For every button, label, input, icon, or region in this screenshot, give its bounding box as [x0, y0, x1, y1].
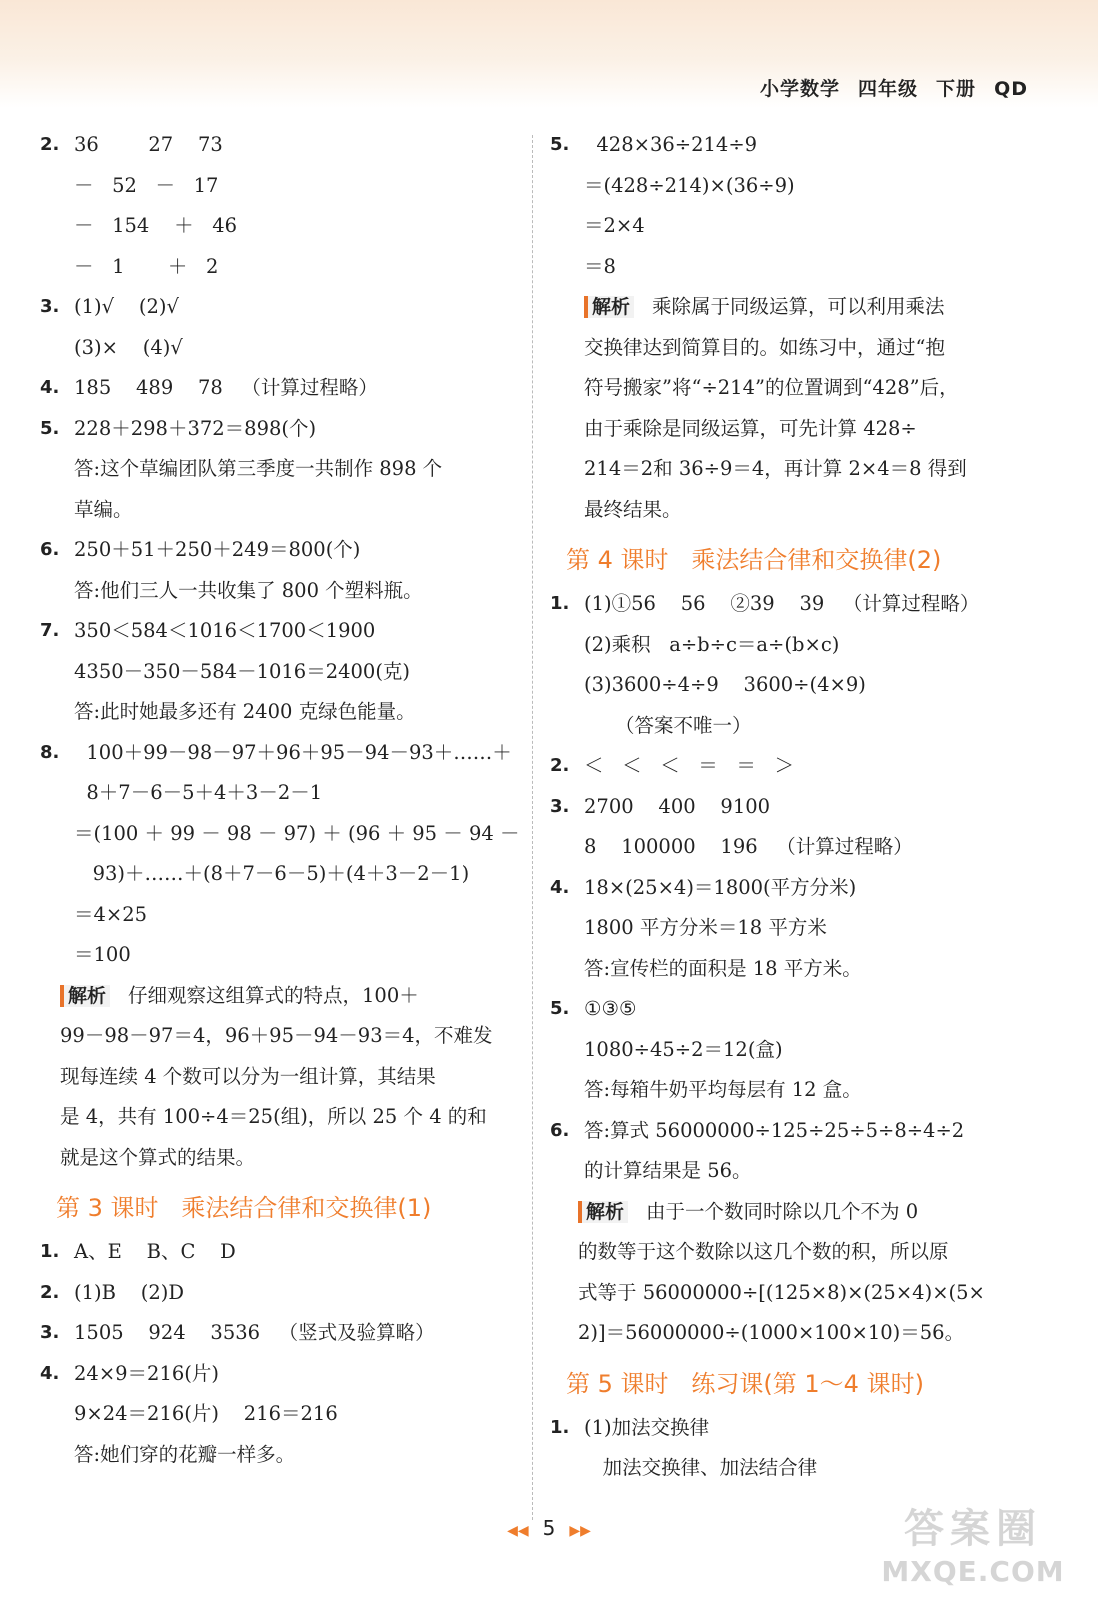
answer-line [550, 125, 1060, 166]
analysis-line [40, 1057, 530, 1098]
analysis-line [550, 1273, 1060, 1314]
answer-text: 答:算式 56000000÷125÷25÷5÷8÷4÷2 [584, 1118, 965, 1142]
answer-line [40, 1394, 530, 1435]
answer-line [40, 166, 530, 207]
answer-line [550, 247, 1060, 288]
answer-line [550, 1030, 1060, 1071]
analysis-line [40, 1016, 530, 1057]
answer-text: 4350－350－584－1016＝2400(克) [74, 659, 411, 683]
question-number: 2. [550, 755, 570, 776]
answer-text: 答:此时她最多还有 2400 克绿色能量。 [74, 700, 416, 723]
analysis-line [550, 287, 1060, 328]
answer-text: (3)× (4)√ [74, 335, 183, 359]
answers-block [40, 125, 530, 976]
answer-line [40, 1354, 530, 1395]
answer-text: 100＋99－98－97＋96＋95－94－93＋……＋ [74, 740, 512, 764]
next-page-arrows-icon: ▶▶ [569, 1523, 591, 1539]
answer-line [40, 328, 530, 369]
answer-line [550, 908, 1060, 949]
answer-line [40, 247, 530, 288]
answer-text: 8＋7－6－5＋4＋3－2－1 [74, 781, 323, 804]
answer-text: 228＋298＋372＝898(个) [74, 416, 317, 440]
analysis-text: 是 4，共有 100÷4＝25(组)，所以 25 个 4 的和 [60, 1105, 487, 1128]
answer-text: 草编。 [74, 497, 133, 521]
answer-text: 185 489 78 （计算过程略） [74, 376, 378, 399]
answer-line [40, 368, 530, 409]
analysis-block [40, 976, 530, 1179]
answer-text: 250＋51＋250＋249＝800(个) [74, 538, 361, 561]
answer-line [40, 935, 530, 976]
analysis-text: 交换律达到简算目的。如练习中，通过“抱 [584, 335, 945, 359]
answers-block [550, 584, 1060, 1192]
analysis-text: 由于乘除是同级运算，可先计算 428÷ [584, 416, 917, 440]
prev-page-arrows-icon: ◀◀ [507, 1523, 529, 1539]
question-number: 1. [550, 593, 570, 614]
answer-text: 答:他们三人一共收集了 800 个塑料瓶。 [74, 578, 423, 602]
edition-label: QD [994, 78, 1028, 100]
analysis-line [550, 328, 1060, 369]
answer-text: 1505 924 3536 （竖式及验算略） [74, 1321, 435, 1344]
answer-text: ＝8 [584, 254, 616, 278]
question-number: 5. [550, 134, 570, 155]
analysis-line [40, 976, 530, 1017]
answer-text: ①③⑤ [584, 997, 637, 1020]
question-number: 1. [40, 1241, 60, 1262]
answer-text: （答案不唯一） [584, 713, 752, 737]
answer-text: 1800 平方分米＝18 平方米 [584, 916, 827, 939]
answers-block [550, 1408, 1060, 1489]
answer-text: － 1 ＋ 2 [74, 254, 219, 278]
answer-line [550, 827, 1060, 868]
answer-text: (1)B (2)D [74, 1280, 185, 1304]
answer-line [550, 625, 1060, 666]
answer-text: ＜ ＜ ＜ ＝ ＝ ＞ [584, 754, 794, 777]
analysis-text: 由于一个数同时除以几个不为 0 [646, 1199, 919, 1223]
grade-label: 四年级 [858, 78, 919, 100]
question-number: 5. [550, 998, 570, 1019]
answer-line [550, 746, 1060, 787]
analysis-text: 99－98－97＝4，96＋95－94－93＝4，不难发 [60, 1024, 493, 1047]
answer-line [40, 733, 530, 774]
answer-line [550, 787, 1060, 828]
answer-text: 8 100000 196 （计算过程略） [584, 835, 913, 858]
answer-text: 350＜584＜1016＜1700＜1900 [74, 619, 376, 642]
analysis-line [550, 1313, 1060, 1354]
question-number: 1. [550, 1416, 570, 1438]
section-title-lesson-4: 第 4 课时 乘法结合律和交换律(2) [566, 546, 942, 574]
analysis-text: 就是这个算式的结果。 [60, 1145, 256, 1169]
answer-line [550, 949, 1060, 990]
answer-text: 9×24＝216(片) 216＝216 [74, 1402, 338, 1425]
analysis-text: 乘除属于同级运算，可以利用乘法 [652, 295, 945, 318]
question-number: 3. [40, 1322, 60, 1343]
analysis-line [40, 1097, 530, 1138]
answer-line [40, 814, 530, 855]
answer-text: 的计算结果是 56。 [584, 1159, 752, 1182]
answer-text: (1)加法交换律 [584, 1415, 710, 1439]
running-header [742, 74, 1028, 101]
answer-text: (2)乘积 a÷b÷c＝a÷(b×c) [584, 632, 840, 656]
answer-text: 36 27 73 [74, 133, 223, 156]
answer-line [40, 652, 530, 693]
question-number: 4. [40, 377, 60, 398]
answer-line [40, 611, 530, 652]
answer-text: 2700 400 9100 [584, 794, 771, 818]
answers-block [40, 1232, 530, 1475]
answer-line [550, 166, 1060, 207]
answer-text: ＝4×25 [74, 902, 148, 926]
question-number: 2. [40, 134, 60, 155]
analysis-tag: 解析 [60, 985, 110, 1007]
right-column [550, 125, 1060, 1489]
answer-line [40, 449, 530, 490]
answer-text: ＝(100 ＋ 99 － 98 － 97) ＋ (96 ＋ 95 － 94 － [74, 821, 520, 845]
question-number: 3. [550, 795, 570, 817]
watermark-text: 答案圈 [904, 1506, 1042, 1552]
analysis-text: 式等于 56000000÷[(125×8)×(25×4)×(5× [578, 1280, 985, 1304]
answer-line [40, 287, 530, 328]
left-column [40, 125, 530, 1475]
analysis-tag: 解析 [578, 1201, 628, 1223]
question-number: 4. [40, 1362, 60, 1384]
analysis-text: 仔细观察这组算式的特点，100＋ [128, 983, 419, 1007]
answer-line [40, 206, 530, 247]
answer-line [40, 1313, 530, 1354]
watermark-logo [873, 1503, 1073, 1598]
answer-text: 答:这个草编团队第三季度一共制作 898 个 [74, 457, 443, 480]
answer-line [550, 1408, 1060, 1449]
page-number: 5 [542, 1516, 556, 1540]
section-title-lesson-5: 第 5 课时 练习课(第 1～4 课时) [566, 1369, 924, 1398]
analysis-line [550, 1232, 1060, 1273]
answer-text: 93)＋……＋(8＋7－6－5)＋(4＋3－2－1) [74, 862, 470, 885]
answer-text: ＝(428÷214)×(36÷9) [584, 173, 795, 197]
watermark-url: MXQE.COM [881, 1555, 1065, 1588]
analysis-line [550, 409, 1060, 450]
analysis-text: 的数等于这个数除以这几个数的积，所以原 [578, 1240, 949, 1263]
answer-text: (1)√ (2)√ [74, 295, 179, 318]
answer-line [550, 665, 1060, 706]
answer-text: A、E B、C D [74, 1240, 236, 1263]
answer-text: 加法交换律、加法结合律 [584, 1456, 818, 1479]
answer-line [40, 1232, 530, 1273]
answers-block [550, 125, 1060, 287]
answer-text: 答:每箱牛奶平均每层有 12 盒。 [584, 1078, 862, 1101]
analysis-block [550, 287, 1060, 530]
analysis-tag: 解析 [584, 296, 634, 318]
answer-text: 428×36÷214÷9 [584, 133, 758, 156]
question-number: 6. [550, 1119, 570, 1141]
analysis-text: 现每连续 4 个数可以分为一组计算，其结果 [60, 1064, 436, 1088]
volume-label: 下册 [936, 78, 977, 100]
analysis-line [550, 490, 1060, 531]
question-number: 2. [40, 1281, 60, 1303]
answer-line [40, 490, 530, 531]
answer-text: 答:她们穿的花瓣一样多。 [74, 1442, 296, 1466]
answer-line [40, 773, 530, 814]
answer-text: 1080÷45÷2＝12(盒) [584, 1037, 783, 1061]
analysis-line [550, 368, 1060, 409]
answer-line [550, 1151, 1060, 1192]
answer-line [40, 571, 530, 612]
answer-text: (3)3600÷4÷9 3600÷(4×9) [584, 673, 866, 696]
answer-line [550, 706, 1060, 747]
answer-line [550, 584, 1060, 625]
answer-line [550, 1111, 1060, 1152]
analysis-text: 214＝2和 36÷9＝4，再计算 2×4＝8 得到 [584, 457, 967, 480]
question-number: 8. [40, 741, 60, 763]
answer-line [40, 854, 530, 895]
answer-line [40, 125, 530, 166]
column-divider [532, 135, 533, 1520]
answer-text: ＝2×4 [584, 214, 645, 237]
analysis-text: 符号搬家”将“÷214”的位置调到“428”后， [584, 376, 959, 399]
analysis-line [550, 449, 1060, 490]
answer-line [40, 692, 530, 733]
answer-text: (1)①56 56 ②39 39 （计算过程略） [584, 592, 980, 615]
question-number: 3. [40, 296, 60, 317]
answer-text: 24×9＝216(片) [74, 1361, 219, 1385]
question-number: 7. [40, 620, 60, 641]
answer-line [550, 1070, 1060, 1111]
question-number: 4. [550, 876, 570, 898]
section-title-lesson-3: 第 3 课时 乘法结合律和交换律(1) [56, 1194, 432, 1222]
question-number: 5. [40, 417, 60, 439]
answer-text: 答:宣传栏的面积是 18 平方米。 [584, 956, 862, 980]
answer-text: 18×(25×4)＝1800(平方分米) [584, 875, 857, 899]
answer-line [40, 409, 530, 450]
analysis-text: 2)]＝56000000÷(1000×100×10)＝56。 [578, 1321, 965, 1344]
answer-text: － 154 ＋ 46 [74, 214, 238, 237]
answer-line [40, 1435, 530, 1476]
answer-text: － 52 － 17 [74, 173, 219, 197]
analysis-block [550, 1192, 1060, 1354]
analysis-line [550, 1192, 1060, 1233]
question-number: 6. [40, 539, 60, 560]
answer-line [550, 206, 1060, 247]
answer-line [40, 530, 530, 571]
subject-label: 小学数学 [760, 78, 841, 100]
answer-line [40, 1273, 530, 1314]
answer-text: ＝100 [74, 943, 131, 966]
answer-line [550, 868, 1060, 909]
analysis-text: 最终结果。 [584, 497, 682, 521]
answer-line [550, 1448, 1060, 1489]
answer-line [550, 989, 1060, 1030]
answer-line [40, 895, 530, 936]
analysis-line [40, 1138, 530, 1179]
